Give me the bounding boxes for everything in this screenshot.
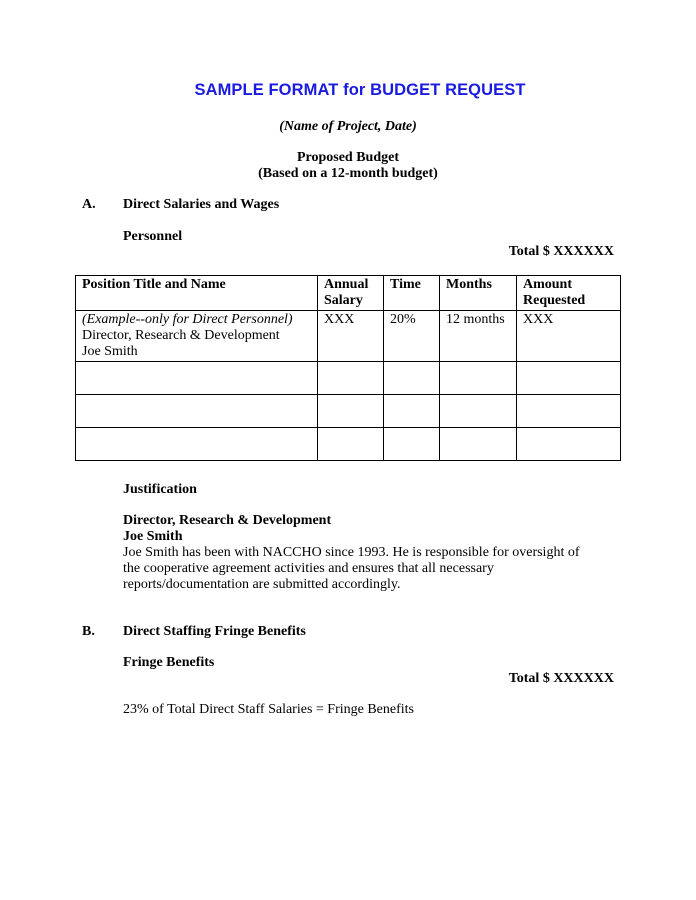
table-row [76, 311, 621, 362]
personnel-table [75, 275, 621, 461]
header-amount: Amount Requested [517, 276, 621, 311]
header-time: Time [384, 276, 440, 311]
table-row [76, 428, 621, 461]
budget-basis: (Based on a 12-month budget) [258, 166, 438, 181]
amount-cell: XXX [517, 311, 621, 362]
section-a-heading: Direct Salaries and Wages [123, 197, 280, 212]
personnel-total: Total $ XXXXXX [508, 244, 614, 259]
justification-name: Joe Smith [123, 529, 183, 544]
project-subtitle: (Name of Project, Date) [279, 119, 417, 134]
justification-text: Joe Smith has been with NACCHO since 1993. He is responsible for oversight of the cooperative agreement activities and ensures that all necessary reports/documentation are submitted accordingly. [123, 545, 580, 592]
section-b-heading: Direct Staffing Fringe Benefits [123, 624, 306, 639]
table-row [76, 395, 621, 428]
proposed-budget-heading: Proposed Budget [296, 150, 400, 165]
header-months: Months [440, 276, 517, 311]
position-title: Director, Research & Development [82, 328, 280, 343]
section-a-letter: A. [82, 197, 96, 212]
justification-heading: Justification [123, 482, 197, 497]
table-row [76, 362, 621, 395]
document-title: SAMPLE FORMAT for BUDGET REQUEST [194, 81, 526, 99]
months-cell: 12 months [440, 311, 517, 362]
fringe-text: 23% of Total Direct Staff Salaries = Fringe Benefits [123, 702, 414, 717]
position-cell [76, 311, 318, 362]
personnel-heading: Personnel [123, 229, 183, 244]
fringe-benefits-heading: Fringe Benefits [123, 655, 215, 670]
header-salary: Annual Salary [318, 276, 384, 311]
salary-cell: XXX [318, 311, 384, 362]
person-name: Joe Smith [82, 344, 138, 359]
example-note: (Example--only for Direct Personnel) [82, 312, 293, 327]
fringe-total: Total $ XXXXXX [508, 671, 614, 686]
section-b-letter: B. [82, 624, 95, 639]
justification-position: Director, Research & Development [123, 513, 332, 528]
time-cell: 20% [384, 311, 440, 362]
header-position: Position Title and Name [76, 276, 318, 311]
